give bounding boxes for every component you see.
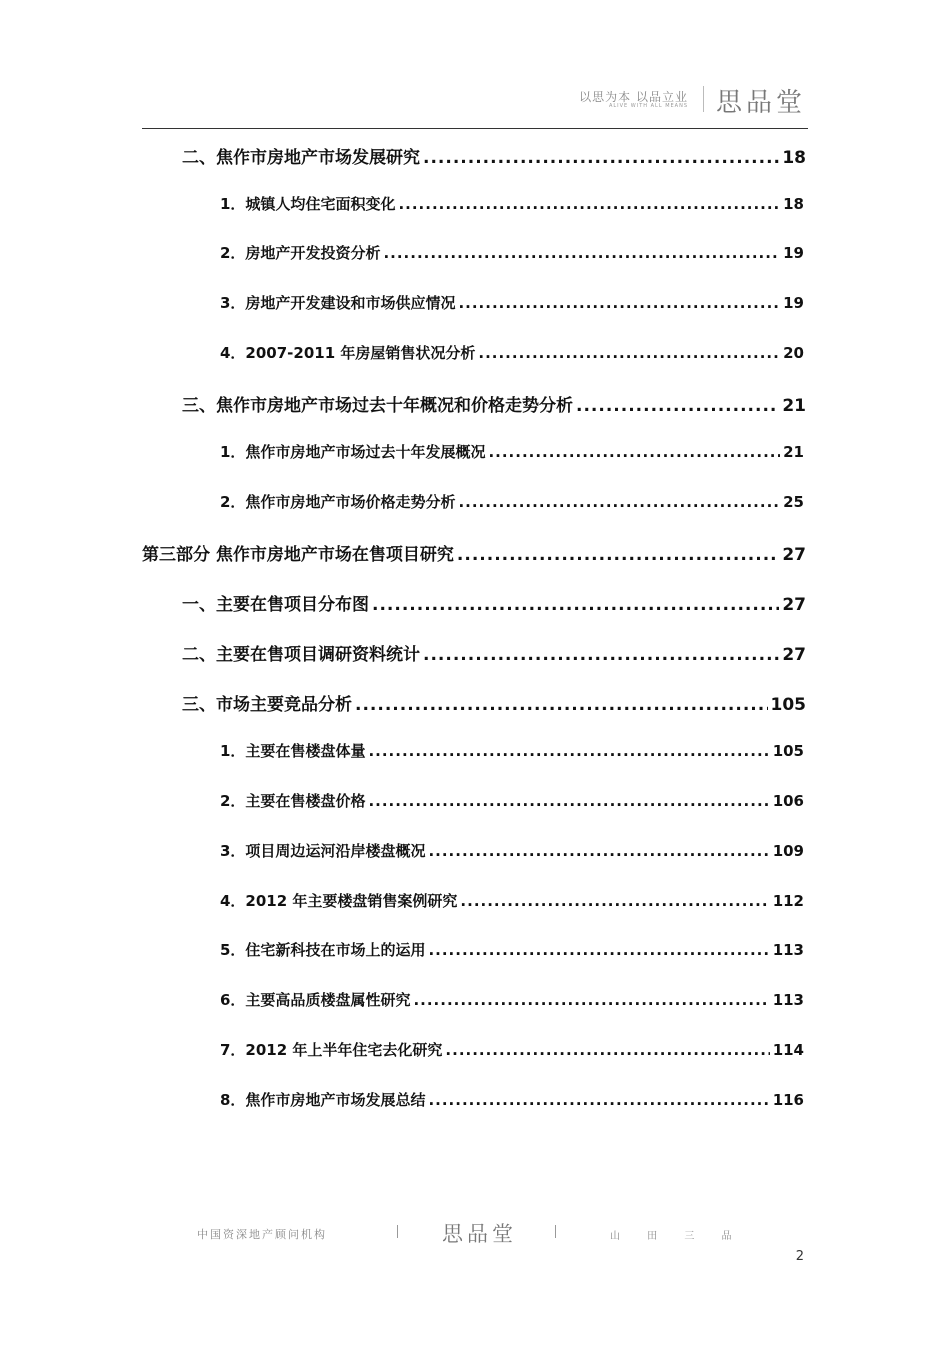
toc-entry-page: 105 <box>772 742 804 760</box>
toc-entry-leader <box>445 1041 769 1059</box>
toc-entry-title: 2．房地产开发投资分析 <box>220 244 381 262</box>
toc-entry-leader <box>368 792 769 810</box>
toc-entry[interactable] <box>220 939 804 960</box>
header-slogan-english: ALIVE WITH ALL MEANS <box>608 103 688 109</box>
toc-entry-leader <box>460 892 769 910</box>
toc-entry-page: 19 <box>783 294 804 312</box>
toc-entry-page: 116 <box>772 1091 804 1109</box>
toc-entry-title: 7．2012 年上半年住宅去化研究 <box>220 1041 443 1059</box>
toc-entry-leader <box>488 443 780 461</box>
toc-entry-leader <box>576 396 779 416</box>
toc-entry-page: 112 <box>772 892 804 910</box>
toc-entry-page: 25 <box>783 493 804 511</box>
toc-entry-page: 109 <box>772 842 804 860</box>
toc-entry[interactable] <box>182 690 806 715</box>
toc-entry-page: 105 <box>770 695 806 715</box>
toc-entry-title: 5．住宅新科技在市场上的运用 <box>220 941 426 959</box>
footer-divider <box>555 1225 556 1238</box>
toc-entry-page: 20 <box>783 344 804 362</box>
toc-entry-title: 三、市场主要竞品分析 <box>182 695 352 715</box>
toc-entry-leader <box>368 742 769 760</box>
toc-entry[interactable] <box>220 840 804 861</box>
toc-entry-title: 1．城镇人均住宅面积变化 <box>220 195 396 213</box>
toc-entry-leader <box>478 344 780 362</box>
toc-entry[interactable] <box>220 342 804 363</box>
toc-entry[interactable] <box>220 1039 804 1060</box>
toc-entry[interactable] <box>220 790 804 811</box>
toc-entry-page: 27 <box>782 595 806 615</box>
toc-entry[interactable] <box>220 1089 804 1110</box>
toc-entry-page: 18 <box>782 148 806 168</box>
toc-entry-leader <box>428 842 769 860</box>
toc-entry-leader <box>423 645 779 665</box>
header-slogan: 以思为本 以品立业 <box>579 90 688 104</box>
footer-brand-logo: 思品堂 <box>442 1222 517 1246</box>
toc-entry[interactable] <box>220 989 804 1010</box>
toc-entry-leader <box>413 991 769 1009</box>
toc-entry-title: 3．房地产开发建设和市场供应情况 <box>220 294 456 312</box>
toc-entry[interactable] <box>220 193 804 214</box>
toc-entry-title: 一、主要在售项目分布图 <box>182 595 369 615</box>
toc-entry-title: 6．主要高品质楼盘属性研究 <box>220 991 411 1009</box>
toc-entry-title: 第三部分 焦作市房地产市场在售项目研究 <box>142 545 454 565</box>
toc-entry-title: 二、焦作市房地产市场发展研究 <box>182 148 420 168</box>
header-divider <box>703 86 704 112</box>
toc-entry-leader <box>458 294 780 312</box>
toc-entry-page: 113 <box>772 941 804 959</box>
toc-entry-title: 4．2012 年主要楼盘销售案例研究 <box>220 892 458 910</box>
toc-entry[interactable] <box>182 143 806 168</box>
toc-entry[interactable] <box>142 540 806 565</box>
toc-entry-leader <box>428 941 769 959</box>
toc-entry-title: 1．主要在售楼盘体量 <box>220 742 366 760</box>
toc-entry[interactable] <box>220 491 804 512</box>
toc-entry-leader <box>355 695 768 715</box>
toc-entry-page: 27 <box>782 645 806 665</box>
header-brand-logo: 思品堂 <box>715 88 806 118</box>
toc-entry-page: 114 <box>772 1041 804 1059</box>
toc-entry-title: 二、主要在售项目调研资料统计 <box>182 645 420 665</box>
toc-entry-page: 113 <box>772 991 804 1009</box>
page-header <box>142 80 808 129</box>
toc-entry-leader <box>428 1091 769 1109</box>
footer-stamp-glyphs: 山 田 三 品 <box>610 1231 744 1242</box>
toc-entry-page: 27 <box>782 545 806 565</box>
toc-entry[interactable] <box>220 740 804 761</box>
toc-entry[interactable] <box>182 640 806 665</box>
toc-entry-leader <box>398 195 780 213</box>
toc-entry-leader <box>383 244 780 262</box>
toc-entry-leader <box>457 545 779 565</box>
page-number: 2 <box>795 1249 804 1264</box>
toc-entry-page: 18 <box>783 195 804 213</box>
footer-tagline: 中国资深地产顾问机构 <box>197 1228 327 1241</box>
toc-entry[interactable] <box>182 391 806 416</box>
toc-entry[interactable] <box>220 242 804 263</box>
toc-entry[interactable] <box>220 890 804 911</box>
toc-entry[interactable] <box>182 590 806 615</box>
toc-entry-leader <box>372 595 779 615</box>
toc-entry-title: 1．焦作市房地产市场过去十年发展概况 <box>220 443 486 461</box>
toc-entry-leader <box>458 493 780 511</box>
toc-entry-title: 4．2007-2011 年房屋销售状况分析 <box>220 344 476 362</box>
toc-entry-leader <box>423 148 779 168</box>
toc-entry-title: 2．焦作市房地产市场价格走势分析 <box>220 493 456 511</box>
footer-divider <box>397 1225 398 1238</box>
toc-entry-page: 21 <box>783 443 804 461</box>
toc-entry-title: 3．项目周边运河沿岸楼盘概况 <box>220 842 426 860</box>
toc-entry-title: 三、焦作市房地产市场过去十年概况和价格走势分析 <box>182 396 573 416</box>
toc-entry-page: 106 <box>772 792 804 810</box>
toc-entry-title: 8．焦作市房地产市场发展总结 <box>220 1091 426 1109</box>
toc-entry-page: 19 <box>783 244 804 262</box>
toc-entry[interactable] <box>220 292 804 313</box>
toc-entry-title: 2．主要在售楼盘价格 <box>220 792 366 810</box>
toc-entry[interactable] <box>220 441 804 462</box>
toc-entry-page: 21 <box>782 396 806 416</box>
